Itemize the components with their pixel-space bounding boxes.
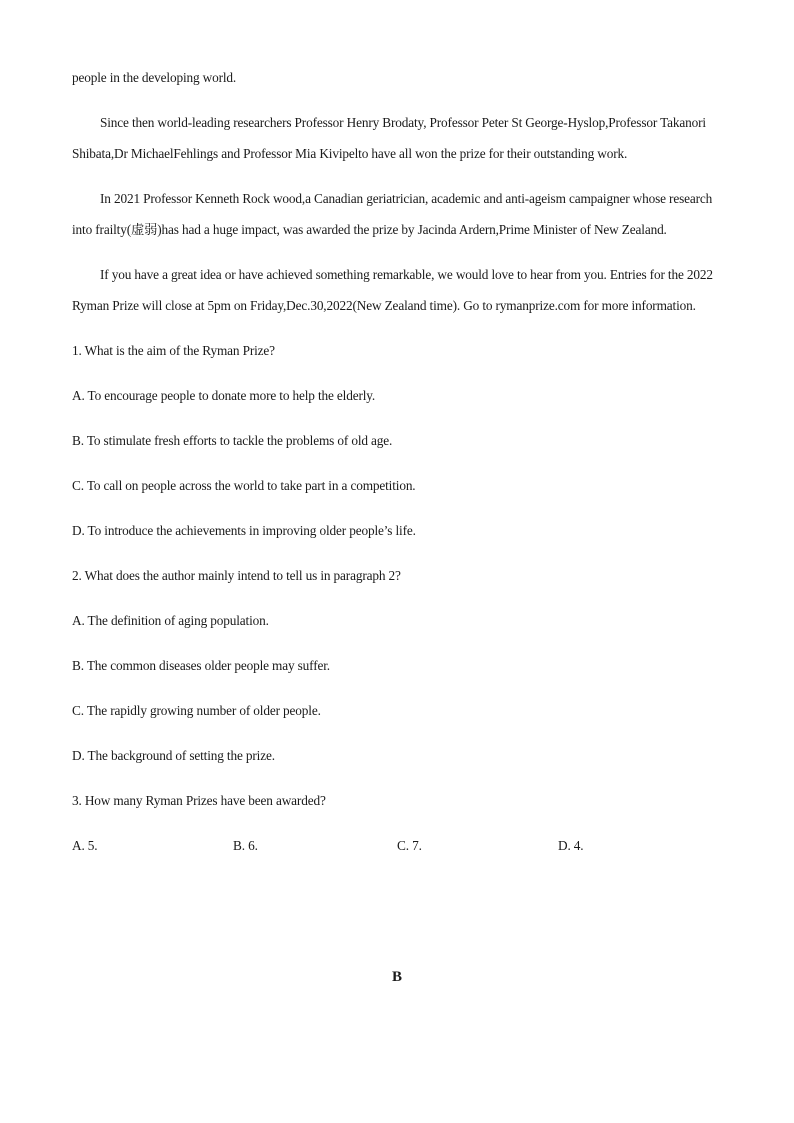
question-option: C. The rapidly growing number of older people.	[72, 703, 321, 718]
passage-paragraph-2021-winner: In 2021 Professor Kenneth Rock wood,a Canadian geriatrician, academic and anti-ageism campaigner whose research into frailty(虚弱)has had a huge impact, was awarded the prize by Jacinda Ardern,Prime Minister of New Zealand.	[72, 191, 713, 237]
question-option: B. The common diseases older people may suffer.	[72, 658, 330, 673]
question-stem: 3. How many Ryman Prizes have been awarded?	[72, 793, 326, 808]
question-stem: 2. What does the author mainly intend to tell us in paragraph 2?	[72, 568, 401, 583]
question-3	[72, 785, 722, 861]
question-stem: 1. What is the aim of the Ryman Prize?	[72, 343, 275, 358]
document-page	[72, 62, 722, 861]
question-options-row	[72, 830, 722, 861]
question-option: C. 7.	[397, 838, 422, 853]
question-option: D. To introduce the achievements in improving older people’s life.	[72, 523, 416, 538]
question-option: D. 4.	[558, 838, 584, 853]
question-option: B. 6.	[233, 838, 258, 853]
passage-paragraph-winners: Since then world-leading researchers Professor Henry Brodaty, Professor Peter St George-Hyslop,Professor Takanori Shibata,Dr MichaelFehlings and Professor Mia Kivipelto have all won the prize for their outstanding work.	[72, 115, 706, 161]
question-option: D. The background of setting the prize.	[72, 748, 275, 763]
question-option: A. To encourage people to donate more to help the elderly.	[72, 388, 376, 403]
question-option: B. To stimulate fresh efforts to tackle the problems of old age.	[72, 433, 393, 448]
question-option: A. The definition of aging population.	[72, 613, 269, 628]
question-2	[72, 560, 722, 771]
question-option: A. 5.	[72, 838, 98, 853]
passage-paragraph-continued: people in the developing world.	[72, 70, 237, 85]
question-option: C. To call on people across the world to take part in a competition.	[72, 478, 416, 493]
passage-paragraph-entries: If you have a great idea or have achieved something remarkable, we would love to hear from you. Entries for the 2022 Ryman Prize will close at 5pm on Friday,Dec.30,2022(New Zealand time). Go to rymanprize.com for more information.	[72, 267, 713, 313]
section-heading: B	[391, 969, 402, 985]
question-1	[72, 335, 722, 546]
